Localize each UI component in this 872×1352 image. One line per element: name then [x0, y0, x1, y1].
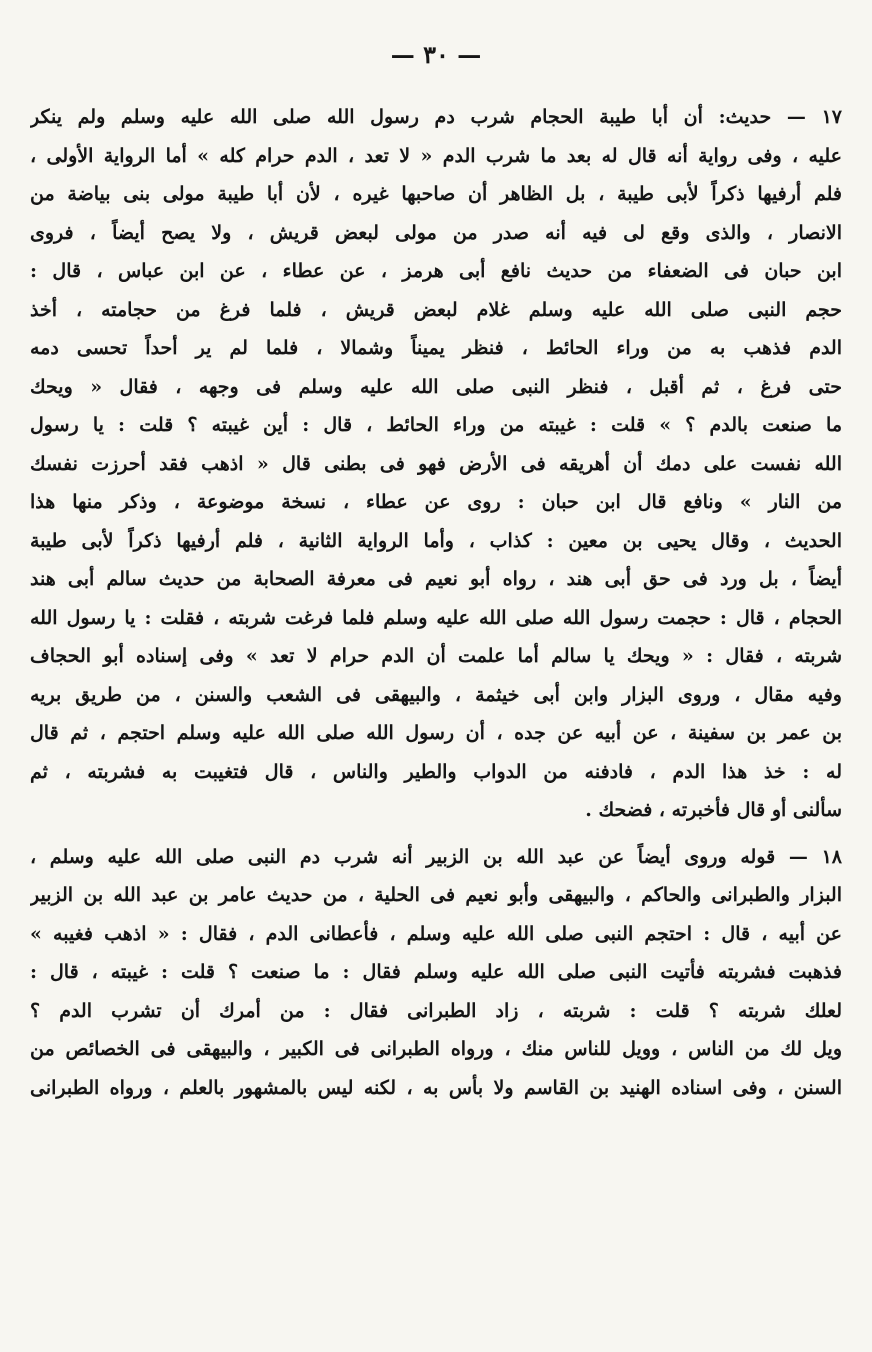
text-line: ١٨ — قوله وروى أيضاً عن عبد الله بن الزبير أنه شرب دم النبى صلى الله عليه وسلم ، [30, 845, 842, 868]
text-line: وفيه مقال ، وروى البزار وابن أبى خيثمة ، والبيهقى فى الشعب والسنن ، من طريق بريه [30, 683, 842, 706]
text-line: له : خذ هذا الدم ، فادفنه من الدواب والطير والناس ، قال فتغيبت به فشربته ، ثم [30, 760, 842, 783]
text-line: عليه ، وفى رواية أنه قال له بعد ما شرب الدم « لا تعد ، الدم حرام كله » أما الرواية الأولى ، [30, 144, 842, 167]
text-line: أيضاً ، بل ورد فى حق أبى هند ، رواه أبو نعيم فى معرفة الصحابة من حديث سالم أبى هند [30, 568, 842, 590]
text-line: الله نفست على دمك أن أهريقه فى الأرض فهو فى بطنى قال « اذهب فقد أحرزت نفسك [30, 452, 842, 475]
text-line: حجم النبى صلى الله عليه وسلم غلام لبعض قريش ، فلما فرغ من حجامته ، أخذ [30, 298, 842, 321]
text-line: ويل لك من الناس ، وويل للناس منك ، ورواه الطبرانى فى الكبير ، والبيهقى فى الخصائص من [30, 1038, 842, 1060]
text-line: البزار والطبرانى والحاكم ، والبيهقى وأبو نعيم فى الحلية ، من حديث عامر بن عبد الله بن الزبير [30, 884, 842, 906]
text-line: فذهبت فشربته فأتيت النبى صلى الله عليه وسلم فقال : ما صنعت ؟ قلت : غيبته ، قال : [30, 961, 842, 983]
text-line: شربته ، فقال : « ويحك يا سالم أما علمت أن الدم حرام لا تعد » وفى إسناده أبو الحجاف [30, 645, 842, 667]
text-line: لعلك شربته ؟ قلت : شربته ، زاد الطبرانى فقال : من أمرك أن تشرب الدم ؟ [30, 999, 842, 1022]
text-line: الحديث ، وقال يحيى بن معين : كذاب ، وأما الرواية الثانية ، فلم أرفيها ذكراً لأبى طيبة [30, 529, 842, 552]
text-line: السنن ، وفى اسناده الهنيد بن القاسم ولا بأس به ، لكنه ليس بالمشهور بالعلم ، ورواه الطبرانى [30, 1076, 842, 1099]
text-line: الدم فذهب به من وراء الحائط ، فنظر يميناً وشمالا ، فلما لم ير أحداً تحسى دمه [30, 337, 842, 359]
text-line: سألنى أو قال فأخبرته ، فضحك . [585, 799, 842, 821]
text-line: من النار » ونافع قال ابن حبان : روى عن عطاء ، نسخة موضوعة ، وذكر منها هذا [30, 491, 842, 513]
text-line: عن أبيه ، قال : احتجم النبى صلى الله عليه وسلم ، فأعطانى الدم ، فقال : « اذهب فغيبه » [30, 922, 842, 945]
text-line: فلم أرفيها ذكراً لأبى طيبة ، بل الظاهر أن صاحبها غيره ، لأن أبا طيبة مولى بنى بياضة من [30, 183, 842, 205]
page-number: — ٣٠ — [390, 40, 482, 69]
text-line: ابن حبان فى الضعفاء من حديث نافع أبى هرمز ، عن عطاء ، عن ابن عباس ، قال : [30, 260, 842, 282]
body-text [30, 98, 842, 1107]
text-line: الانصار ، والذى وقع لى فيه أنه صدر من مولى لبعض قريش ، ولا يصح أيضاً ، فروى [30, 221, 842, 244]
text-line: ١٧ — حديث: أن أبا طيبة الحجام شرب دم رسول الله صلى الله عليه وسلم ولم ينكر [30, 106, 842, 128]
text-line: ما صنعت بالدم ؟ » قلت : غيبته من وراء الحائط ، قال : أين غيبته ؟ قلت : يا رسول [30, 414, 842, 436]
text-line: حتى فرغ ، ثم أقبل ، فنظر النبى صلى الله عليه وسلم فى وجهه ، فقال « ويحك [30, 375, 842, 398]
text-line: بن عمر بن سفينة ، عن أبيه عن جده ، أن رسول الله صلى الله عليه وسلم احتجم ، ثم قال [30, 722, 842, 744]
text-line: الحجام ، قال : حجمت رسول الله صلى الله عليه وسلم فلما فرغت شربته ، فقلت : يا رسول الله [30, 606, 842, 629]
